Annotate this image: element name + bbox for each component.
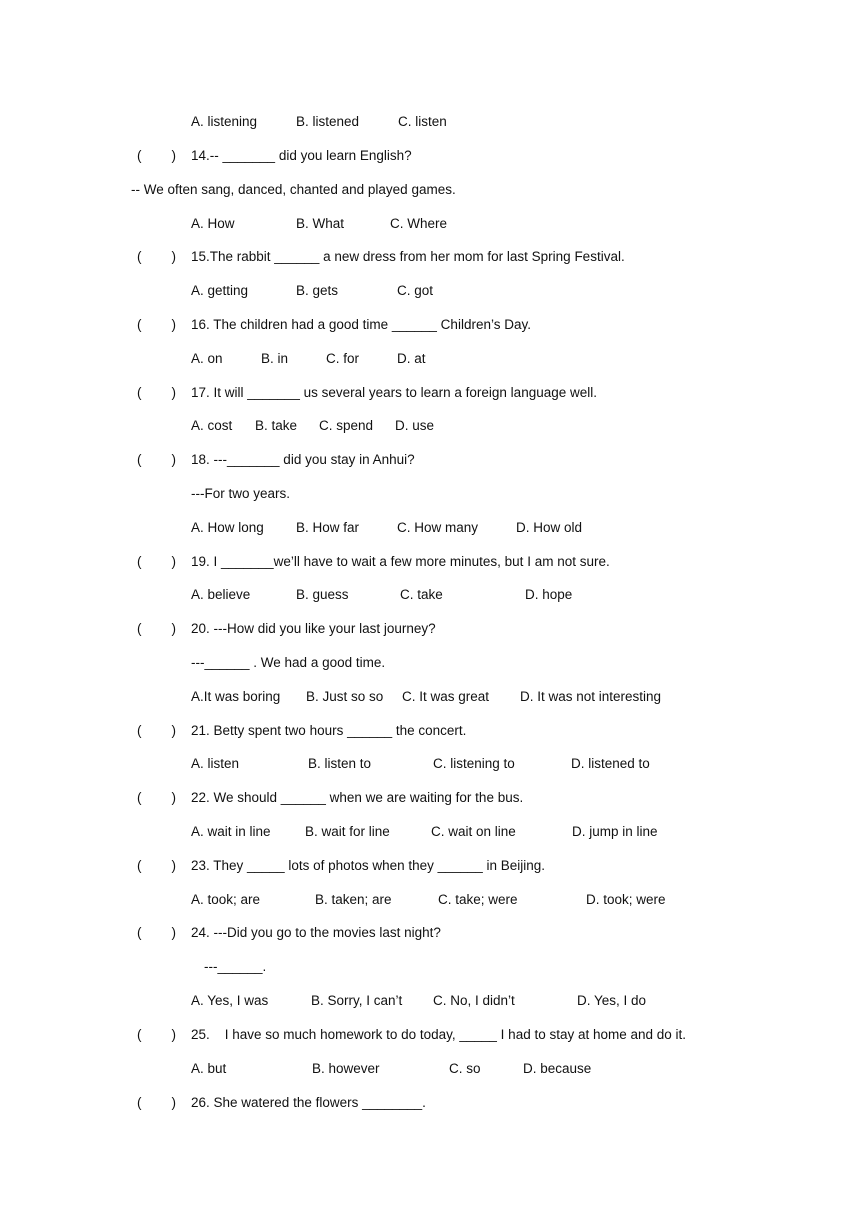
q17-option-d: D. use bbox=[395, 418, 435, 433]
answer-blank-paren: ( ) bbox=[137, 723, 176, 738]
q13-option-b: B. listened bbox=[296, 114, 360, 129]
q20-option-a: A.It was boring bbox=[191, 689, 281, 704]
q25-option-a: A. but bbox=[191, 1061, 227, 1076]
q20-stem: 20. ---How did you like your last journey? bbox=[191, 621, 436, 636]
q17-option-b: B. take bbox=[255, 418, 298, 433]
q15-option-c: C. got bbox=[397, 283, 434, 298]
q21-option-b: B. listen to bbox=[308, 756, 372, 771]
q14-option-b: B. What bbox=[296, 216, 345, 231]
answer-blank-paren: ( ) bbox=[137, 925, 176, 940]
q18-option-a: A. How long bbox=[191, 520, 264, 535]
q25-stem: 25. I have so much homework to do today, _____ I had to stay at home and do it. bbox=[191, 1027, 687, 1042]
answer-blank-paren: ( ) bbox=[137, 1027, 176, 1042]
q23-option-b: B. taken; are bbox=[315, 892, 392, 907]
q14-option-a: A. How bbox=[191, 216, 235, 231]
q20-answer-line: ---______ . We had a good time. bbox=[191, 655, 386, 670]
q25-option-d: D. because bbox=[523, 1061, 592, 1076]
q17-option-c: C. spend bbox=[319, 418, 374, 433]
q19-option-b: B. guess bbox=[296, 587, 349, 602]
answer-blank-paren: ( ) bbox=[137, 858, 176, 873]
q22-option-c: C. wait on line bbox=[431, 824, 516, 839]
q21-option-c: C. listening to bbox=[433, 756, 515, 771]
q18-option-b: B. How far bbox=[296, 520, 360, 535]
q16-option-d: D. at bbox=[397, 351, 426, 366]
q18-option-d: D. How old bbox=[516, 520, 583, 535]
q19-option-c: C. take bbox=[400, 587, 443, 602]
q14-answer-line: -- We often sang, danced, chanted and played games. bbox=[131, 182, 456, 197]
q13-option-a: A. listening bbox=[191, 114, 258, 129]
q20-option-d: D. It was not interesting bbox=[520, 689, 662, 704]
q25-option-c: C. so bbox=[449, 1061, 481, 1076]
q23-option-a: A. took; are bbox=[191, 892, 261, 907]
q19-stem: 19. I _______we’ll have to wait a few more minutes, but I am not sure. bbox=[191, 554, 610, 569]
q22-stem: 22. We should ______ when we are waiting for the bus. bbox=[191, 790, 524, 805]
q24-option-b: B. Sorry, I can’t bbox=[311, 993, 403, 1008]
q15-stem: 15.The rabbit ______ a new dress from her mom for last Spring Festival. bbox=[191, 249, 625, 264]
answer-blank-paren: ( ) bbox=[137, 554, 176, 569]
q24-option-d: D. Yes, I do bbox=[577, 993, 647, 1008]
q14-option-c: C. Where bbox=[390, 216, 448, 231]
q21-option-d: D. listened to bbox=[571, 756, 650, 771]
answer-blank-paren: ( ) bbox=[137, 1095, 176, 1110]
q16-option-a: A. on bbox=[191, 351, 223, 366]
q26-stem: 26. She watered the flowers ________. bbox=[191, 1095, 426, 1110]
q20-option-c: C. It was great bbox=[402, 689, 490, 704]
q23-option-c: C. take; were bbox=[438, 892, 518, 907]
q17-stem: 17. It will _______ us several years to learn a foreign language well. bbox=[191, 385, 597, 400]
q24-answer-line: ---______. bbox=[204, 959, 267, 974]
answer-blank-paren: ( ) bbox=[137, 790, 176, 805]
q22-option-a: A. wait in line bbox=[191, 824, 271, 839]
q24-stem: 24. ---Did you go to the movies last night? bbox=[191, 925, 441, 940]
q21-option-a: A. listen bbox=[191, 756, 240, 771]
q13-option-c: C. listen bbox=[398, 114, 447, 129]
q19-option-d: D. hope bbox=[525, 587, 573, 602]
answer-blank-paren: ( ) bbox=[137, 385, 176, 400]
q14-stem: 14.-- _______ did you learn English? bbox=[191, 148, 412, 163]
answer-blank-paren: ( ) bbox=[137, 317, 176, 332]
answer-blank-paren: ( ) bbox=[137, 452, 176, 467]
q24-option-a: A. Yes, I was bbox=[191, 993, 269, 1008]
q16-option-b: B. in bbox=[261, 351, 289, 366]
answer-blank-paren: ( ) bbox=[137, 249, 176, 264]
q22-option-d: D. jump in line bbox=[572, 824, 658, 839]
q23-option-d: D. took; were bbox=[586, 892, 666, 907]
q25-option-b: B. however bbox=[312, 1061, 380, 1076]
q15-option-b: B. gets bbox=[296, 283, 339, 298]
q22-option-b: B. wait for line bbox=[305, 824, 390, 839]
q24-option-c: C. No, I didn’t bbox=[433, 993, 515, 1008]
q21-stem: 21. Betty spent two hours ______ the concert. bbox=[191, 723, 467, 738]
answer-blank-paren: ( ) bbox=[137, 148, 176, 163]
q16-option-c: C. for bbox=[326, 351, 360, 366]
answer-blank-paren: ( ) bbox=[137, 621, 176, 636]
q20-option-b: B. Just so so bbox=[306, 689, 384, 704]
q16-stem: 16. The children had a good time ______ Children’s Day. bbox=[191, 317, 531, 332]
q18-stem: 18. ---_______ did you stay in Anhui? bbox=[191, 452, 415, 467]
q17-option-a: A. cost bbox=[191, 418, 233, 433]
q18-option-c: C. How many bbox=[397, 520, 479, 535]
q23-stem: 23. They _____ lots of photos when they ______ in Beijing. bbox=[191, 858, 546, 873]
q15-option-a: A. getting bbox=[191, 283, 249, 298]
q19-option-a: A. believe bbox=[191, 587, 251, 602]
q18-answer-line: ---For two years. bbox=[191, 486, 291, 501]
